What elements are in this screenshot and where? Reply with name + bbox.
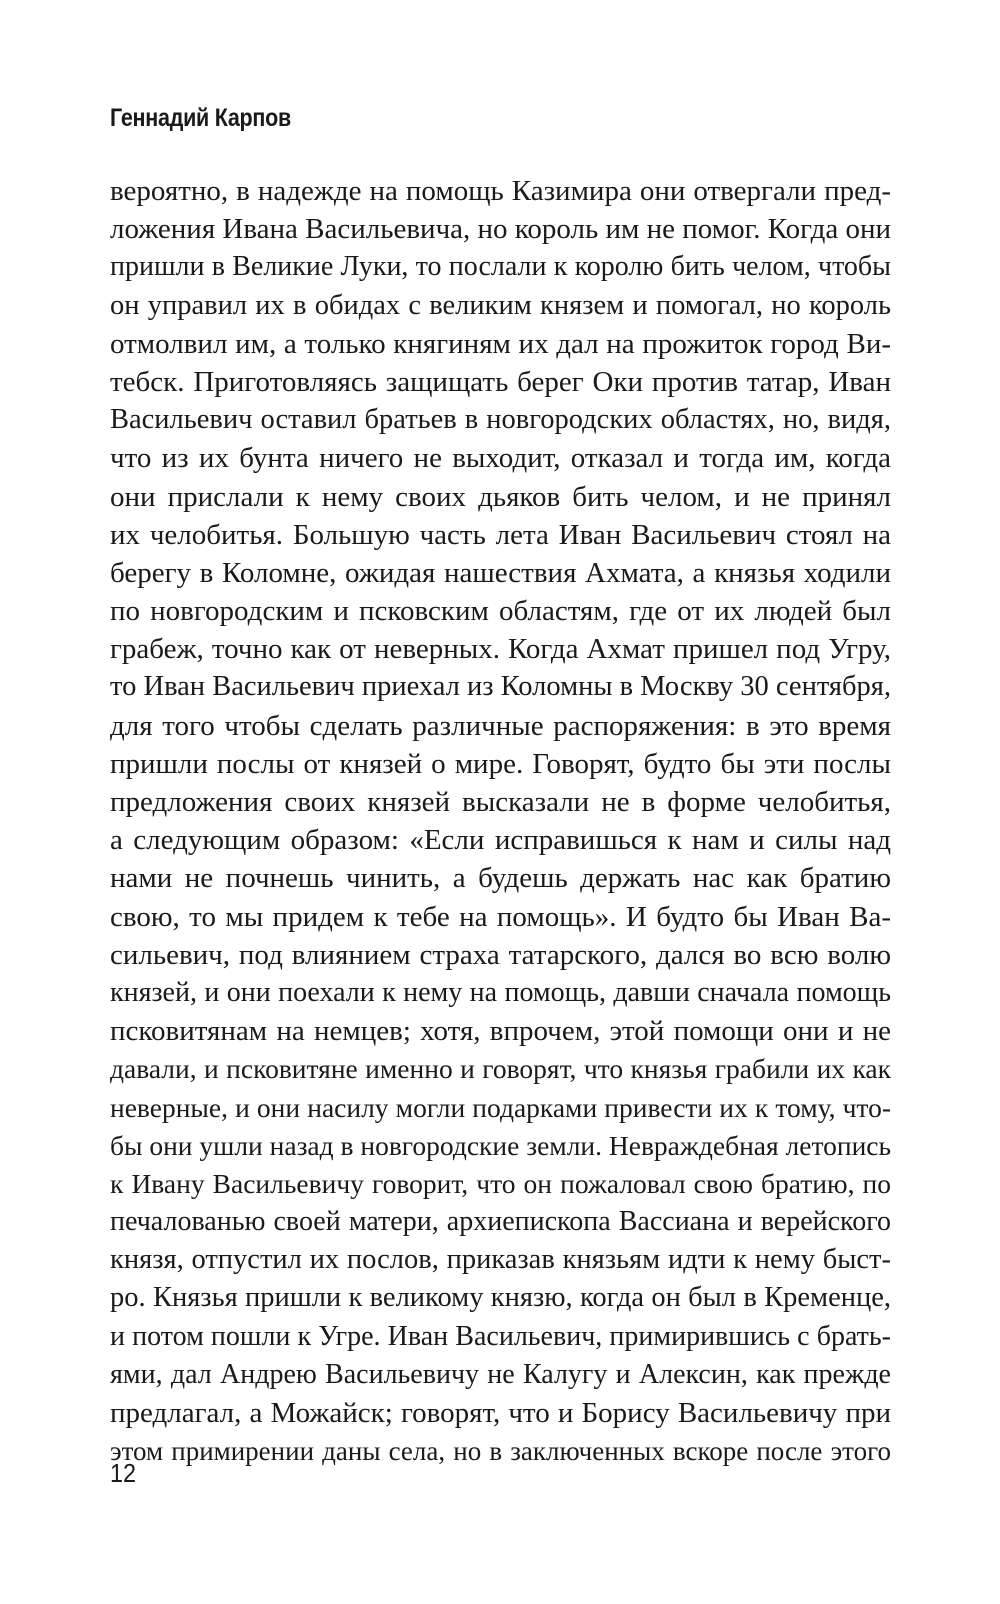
- text-line: они прислали к нему своих дьяков бить челом, и не принял: [110, 480, 891, 513]
- text-line: пришли послы от князей о мире. Говорят, будто бы эти послы: [110, 747, 891, 780]
- body-text: [110, 172, 891, 1470]
- text-line: князей, и они поехали к нему на помощь, давши сначала помощь: [110, 976, 891, 1008]
- text-line: то Иван Васильевич приехал из Коломны в Москву 30 сентября,: [110, 671, 891, 703]
- text-line: пришли в Великие Луки, то послали к королю бить челом, чтобы: [110, 251, 891, 283]
- text-line: свою, то мы придем к тебе на помощь». И будто бы Иван Ва-: [110, 900, 891, 933]
- text-line: Васильевич оставил братьев в новгородских областях, но, видя,: [110, 404, 891, 436]
- text-line: давали, и псковитяне именно и говорят, что князья грабили их как: [110, 1053, 891, 1085]
- text-line: печалованью своей матери, архиепископа Вассиана и верейского: [110, 1206, 891, 1238]
- text-line: ями, дал Андрею Васильевичу не Калугу и Алексин, как прежде: [110, 1358, 891, 1390]
- text-line: отмолвил им, а только княгиням их дал на прожиток город Ви-: [110, 327, 891, 360]
- text-line: грабеж, точно как от неверных. Когда Ахмат пришел под Угру,: [110, 633, 891, 666]
- text-line: их челобитья. Большую часть лета Иван Васильевич стоял на: [110, 518, 891, 551]
- text-line: что из их бунта ничего не выходит, отказал и тогда им, когда: [110, 442, 891, 475]
- page-number: 12: [110, 1458, 137, 1488]
- text-line: предложения своих князей высказали не в форме челобитья,: [110, 786, 891, 818]
- text-line: для того чтобы сделать различные распоряжения: в это время: [110, 709, 891, 742]
- text-line: ложения Ивана Васильевича, но король им не помог. Когда они: [110, 213, 891, 246]
- text-line: этом примирении даны села, но в заключенных вскоре после этого: [110, 1436, 891, 1467]
- text-line: предлагал, а Можайск; говорят, что и Борису Васильевичу при: [110, 1397, 891, 1429]
- text-line: и потом пошли к Угре. Иван Васильевич, примирившись с брать-: [110, 1320, 891, 1352]
- text-line: бы они ушли назад в новгородские земли. Невраждебная летопись: [110, 1129, 891, 1161]
- text-line: сильевич, под влиянием страха татарского, дался во всю волю: [110, 938, 891, 971]
- running-head-author: Геннадий Карпов: [110, 104, 291, 132]
- text-line: тебск. Приготовляясь защищать берег Оки против татар, Иван: [110, 365, 891, 398]
- text-line: нами не почнешь чинить, а будешь держать нас как братию: [110, 862, 891, 895]
- text-line: псковитянам на немцев; хотя, впрочем, этой помощи они и не: [110, 1015, 891, 1048]
- text-line: а следующим образом: «Если исправишься к нам и силы над: [110, 824, 891, 857]
- text-line: князя, отпустил их послов, приказав князьям идти к нему быст-: [110, 1244, 891, 1276]
- text-line: неверные, и они насилу могли подарками привести их к тому, что-: [110, 1091, 891, 1123]
- text-line: к Ивану Васильевичу говорит, что он пожаловал свою братию, по: [110, 1167, 891, 1199]
- text-line: берегу в Коломне, ожидая нашествия Ахмата, а князья ходили: [110, 556, 891, 589]
- text-line: вероятно, в надежде на помощь Казимира они отвергали пред-: [110, 175, 891, 207]
- text-line: по новгородским и псковским областям, где от их людей был: [110, 595, 891, 628]
- text-line: ро. Князья пришли к великому князю, когда он был в Кременце,: [110, 1282, 891, 1314]
- text-line: он управил их в обидах с великим князем и помогал, но король: [110, 289, 891, 321]
